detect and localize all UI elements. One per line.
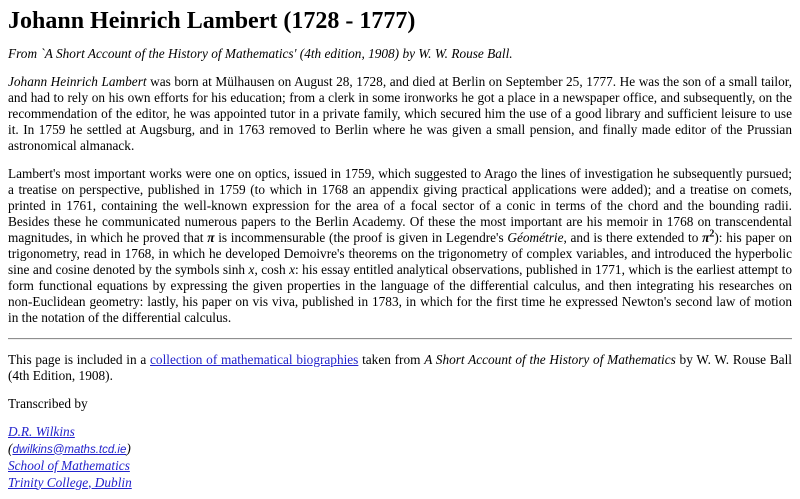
dr-wilkins-link[interactable]: D.R. Wilkins — [8, 424, 75, 439]
transcriber-college-line — [8, 475, 792, 492]
text-segment: ): his paper on trigonometry, read in 1768, in which he developed Demoivre's theorems on the trigonometry of complex variables, and introduced the hyperbolic sine and cosine denoted by the symbols sinh — [8, 230, 792, 277]
text-segment: This page is included in a — [8, 352, 151, 367]
biography-paragraph-2 — [8, 166, 792, 326]
text-segment: , and is there extended to — [563, 230, 703, 245]
text-segment: : his essay entitled analytical observations, published in 1771, which is the earliest attempt to form functional equations by expressing the given properties in the language of the differential calculus, and then integrating his researches on non-Euclidean geometry: lastly, his paper on vis viva, published in 1783, in which for the first time he expressed Newton's second law of motion in the notation of the differential calculus. — [8, 262, 792, 325]
book-title-short-account: A Short Account of the History of Mathematics — [424, 352, 676, 367]
math-variable-x: x — [289, 262, 296, 277]
biography-paragraph-1 — [8, 74, 792, 154]
subject-name: Johann Heinrich Lambert — [8, 74, 147, 89]
transcriber-email-line — [8, 441, 792, 459]
school-of-mathematics-link[interactable]: School of Mathematics — [8, 458, 130, 473]
page-title: Johann Heinrich Lambert (1728 - 1777) — [8, 8, 416, 34]
transcribed-by-label: Transcribed by — [8, 396, 88, 411]
pi-symbol: π — [702, 230, 710, 245]
transcriber-school-line — [8, 458, 792, 475]
text-segment: by W. W. Rouse Ball (4th Edition, 1908). — [8, 352, 792, 383]
biography-page — [8, 8, 792, 491]
math-variable-x: x — [248, 262, 255, 277]
text-segment: Lambert's most important works were one on optics, issued in 1759, which suggested to Arago the lines of investigation he subsequently pursued; a treatise on perspective, published in 1759 (to which in 1768 an appendix giving practical applications were added); and a treatise on comets, printed in 1761, containing the well-known expression for the area of a focal sector of a conic in terms of the chord and the bounding radii. Besides these he communicated numerous papers to the Berlin Academy. Of these the most important are his memoir in 1768 on transcendental magnitudes, in which he proved that — [8, 166, 792, 245]
collection-of-mathematical-biographies-link[interactable]: collection of mathematical biographies — [150, 352, 359, 367]
divider — [8, 338, 792, 340]
text-segment: , cosh — [254, 262, 290, 277]
source-attribution: From `A Short Account of the History of Mathematics' (4th edition, 1908) by W. W. Rouse Ball. — [8, 46, 513, 61]
pi-symbol: π — [207, 230, 215, 245]
text-segment: is incommensurable (the proof is given in Legendre's — [214, 230, 508, 245]
transcriber-links — [8, 424, 792, 491]
text-segment: taken from — [358, 352, 425, 367]
pi-exponent: 2 — [709, 228, 715, 240]
email-link[interactable]: dwilkins@maths.tcd.ie — [12, 443, 127, 456]
text-segment: was born at Mülhausen on August 28, 1728, and died at Berlin on September 25, 1777. He was the son of a small tailor, and had to rely on his own efforts for his education; from a clerk in some ironworks he got a place in a newspaper office, and subsequently, on the recommendation of the editor, he was appointed tutor in a private family, which secured him the use of a good library and sufficient leisure to use it. In 1759 he settled at Augsburg, and in 1763 removed to Berlin where he was given a small pension, and finally made editor of the Prussian astronomical almanack. — [8, 74, 792, 153]
transcriber-name-line — [8, 424, 792, 441]
inclusion-note — [8, 352, 792, 384]
book-title-geometrie: Géométrie — [507, 230, 564, 245]
text-segment: ( — [8, 440, 13, 456]
text-segment: ) — [126, 440, 131, 456]
trinity-college-dublin-link[interactable]: Trinity College, Dublin — [8, 474, 132, 490]
